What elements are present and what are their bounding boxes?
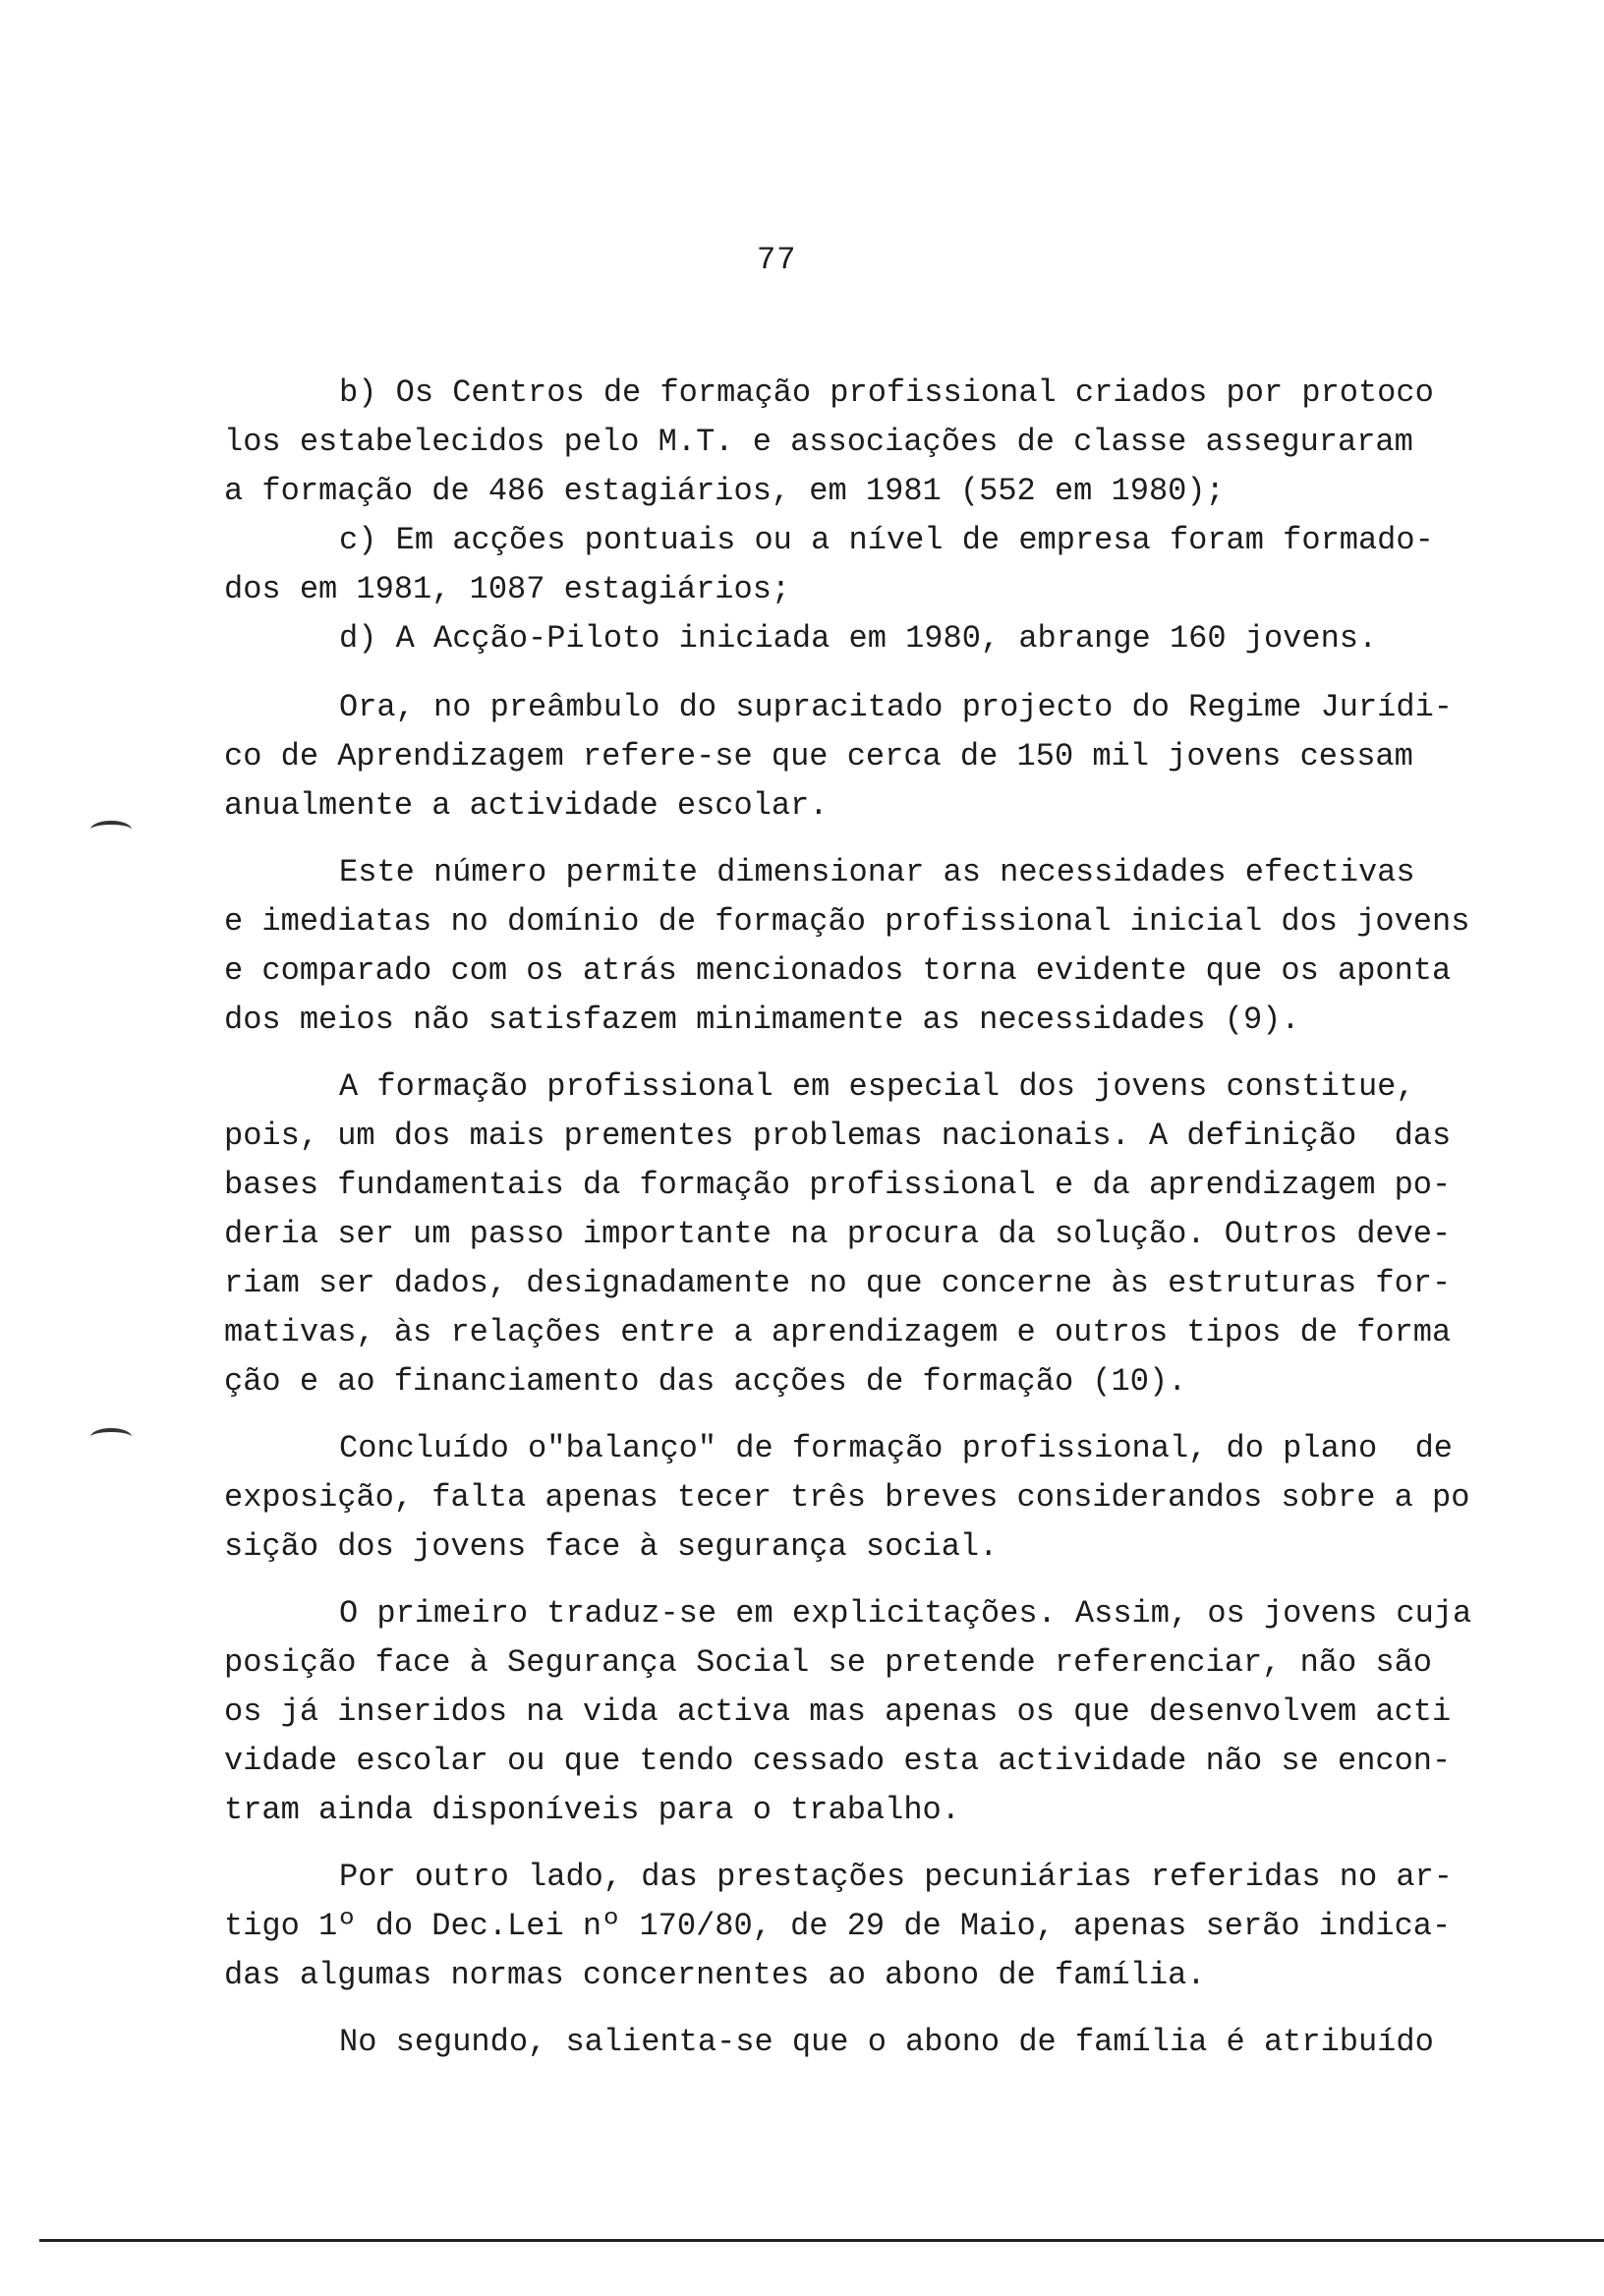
text-line: los estabelecidos pelo M.T. e associações de classe asseguraram xyxy=(224,424,1413,460)
text-line: Ora, no preâmbulo do supracitado projecto do Regime Jurídi- xyxy=(339,689,1453,725)
text-line: co de Aprendizagem refere-se que cerca de 150 mil jovens cessam xyxy=(224,738,1413,775)
text-line: a formação de 486 estagiários, em 1981 (552 em 1980); xyxy=(224,473,1225,509)
text-line: Este número permite dimensionar as necessidades efectivas xyxy=(339,854,1415,890)
text-line: anualmente a actividade escolar. xyxy=(224,787,829,824)
margin-mark-1 xyxy=(90,821,132,838)
text-line: No segundo, salienta-se que o abono de família é atribuído xyxy=(339,2024,1434,2060)
margin-mark-2 xyxy=(90,1428,132,1446)
text-line: pois, um dos mais prementes problemas nacionais. A definição das xyxy=(224,1118,1452,1154)
page-number: 77 xyxy=(757,242,797,278)
text-line: bases fundamentais da formação profissional e da aprendizagem po- xyxy=(224,1167,1452,1203)
text-line: O primeiro traduz-se em explicitações. Assim, os jovens cuja xyxy=(339,1595,1472,1632)
text-line: mativas, às relações entre a aprendizagem e outros tipos de forma xyxy=(224,1314,1452,1350)
text-line: os já inseridos na vida activa mas apenas os que desenvolvem acti xyxy=(224,1693,1452,1730)
text-line: Por outro lado, das prestações pecuniárias referidas no ar- xyxy=(339,1859,1453,1895)
text-line: sição dos jovens face à segurança social. xyxy=(224,1528,999,1565)
text-line: tram ainda disponíveis para o trabalho. xyxy=(224,1792,960,1828)
text-line: dos em 1981, 1087 estagiários; xyxy=(224,571,791,607)
text-line: ção e ao financiamento das acções de formação (10). xyxy=(224,1363,1187,1400)
text-line: posição face à Segurança Social se pretende referenciar, não são xyxy=(224,1644,1432,1681)
text-line: d) A Acção-Piloto iniciada em 1980, abrange 160 jovens. xyxy=(339,620,1378,657)
footer-rule xyxy=(39,2239,1604,2242)
text-line: vidade escolar ou que tendo cessado esta actividade não se encon- xyxy=(224,1743,1452,1779)
text-line: b) Os Centros de formação profissional criados por protoco xyxy=(339,374,1434,411)
text-line: Concluído o"balanço" de formação profissional, do plano de xyxy=(339,1430,1453,1466)
text-line: A formação profissional em especial dos jovens constitue, xyxy=(339,1068,1415,1105)
text-line: dos meios não satisfazem minimamente as necessidades (9). xyxy=(224,1002,1300,1038)
text-line: das algumas normas concernentes ao abono de família. xyxy=(224,1957,1206,1993)
text-line: e comparado com os atrás mencionados torna evidente que os aponta xyxy=(224,952,1452,989)
text-line: e imediatas no domínio de formação profissional inicial dos jovens xyxy=(224,903,1470,940)
text-line: exposição, falta apenas tecer três breves considerandos sobre a po xyxy=(224,1479,1470,1516)
text-line: tigo 1º do Dec.Lei nº 170/80, de 29 de Maio, apenas serão indica- xyxy=(224,1908,1452,1944)
text-line: deria ser um passo importante na procura da solução. Outros deve- xyxy=(224,1216,1452,1252)
text-line: c) Em acções pontuais ou a nível de empresa foram formado- xyxy=(339,522,1434,558)
text-line: riam ser dados, designadamente no que concerne às estruturas for- xyxy=(224,1265,1452,1301)
